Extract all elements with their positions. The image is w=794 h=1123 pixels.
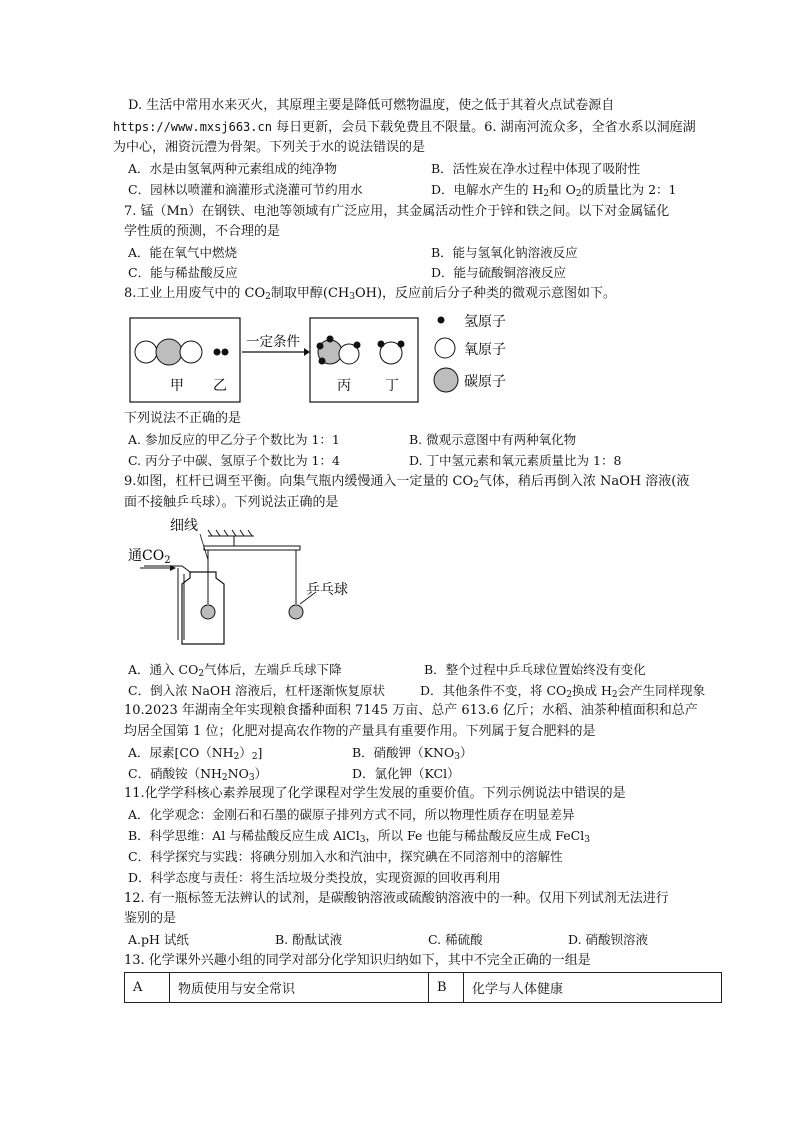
q7-option-b[interactable]: B．能与氢氧化钠溶液反应 [431, 245, 578, 260]
q9-stem-1 [124, 472, 689, 492]
q10-b-post: ） [459, 745, 473, 760]
q7-option-a[interactable]: A．能在氧气中燃烧 [128, 245, 238, 260]
q7-option-d[interactable]: D．能与硫酸铜溶液反应 [431, 265, 567, 280]
q6-stem-start: 每日更新，会员下载免费且不限量。6. 湖南河流众多，全省水系以洞庭湖 [271, 120, 696, 135]
sub: 2 [233, 752, 240, 762]
cell-a-label: A [125, 973, 170, 1003]
q7-stem-2: 学性质的预测，不合理的是 [124, 224, 281, 239]
q8-stem [124, 284, 616, 304]
sub: 2 [198, 669, 205, 679]
q6-option-d[interactable] [431, 180, 677, 200]
legend-hydrogen-label: 氢原子 [464, 314, 506, 330]
legend-hydrogen-icon [438, 317, 445, 324]
q13-table [124, 972, 722, 1003]
q9-option-d[interactable] [420, 681, 705, 701]
q9-stem-pre: 9.如图，杠杆已调至平衡。向集气瓶内缓慢通入一定量的 CO [124, 474, 474, 489]
label-yi: 乙 [213, 378, 227, 394]
q13-stem: 13. 化学课外兴趣小组的同学对部分化学知识归纳如下，其中不完全正确的一组是 [124, 953, 591, 968]
right-ping-pong-ball [289, 605, 303, 619]
hydrogen-atom [398, 341, 405, 348]
q11-b-pre: B．科学思维：Al 与稀盐酸反应生成 AlCl [128, 828, 360, 843]
source-url-link[interactable]: https://www.mxsj663.cn [113, 120, 272, 134]
oxygen-atom [135, 341, 157, 363]
tube-outer [144, 566, 190, 572]
label-thread: 细线 [170, 518, 198, 534]
label-jia: 甲 [170, 378, 184, 394]
sub: 2 [566, 690, 573, 700]
q6-d-pre: D．电解水产生的 H [431, 182, 544, 197]
q10-option-c[interactable] [128, 764, 267, 784]
q9-option-c[interactable]: C．倒入浓 NaOH 溶液后，杠杆逐渐恢复原状 [128, 683, 386, 698]
hatch [208, 530, 212, 536]
legend-carbon-icon [434, 368, 458, 392]
q8-option-a[interactable]: A. 参加反应的甲乙分子个数比为 1：1 [128, 432, 340, 447]
q10-c-mid: NO [227, 766, 249, 781]
sub: 3 [454, 752, 460, 762]
legend-oxygen-icon [435, 338, 455, 358]
hatch [248, 530, 252, 536]
cell-a-title: 物质使用与安全常识 [170, 973, 429, 1003]
q10-c-post: ） [254, 766, 268, 781]
carbon-atom [156, 339, 182, 365]
cell-b-title: 化学与人体健康 [464, 973, 722, 1003]
q8-stem-pre: 8.工业上用废气中的 CO [124, 286, 266, 301]
q5-d-text: D. 生活中常用水来灭火，其原理主要是降低可燃物温度，使之低于其着火点 [128, 98, 563, 113]
q8-stem-mid: 制取甲醇(CH [270, 286, 350, 301]
q9-d-post: 会产生同样现象 [617, 683, 706, 698]
q9-stem-2: 面不接触乒乓球）。下列说法正确的是 [124, 495, 339, 510]
arrow-head-icon [304, 348, 310, 356]
hydrogen-atom [378, 341, 385, 348]
q12-option-b[interactable]: B. 酚酞试液 [275, 932, 343, 947]
co2-text: 通CO [128, 548, 165, 564]
q12-option-c[interactable]: C. 稀硫酸 [428, 932, 483, 947]
q10-stem-2: 均居全国第 1 位；化肥对提高农作物的产量具有重要作用。下列属于复合肥料的是 [124, 724, 596, 739]
sub: 3 [584, 835, 590, 845]
arrow-condition: 一定条件 [246, 334, 300, 350]
q11-option-d[interactable]: D．科学态度与责任：将生活垃圾分类投放，实现资源的回收再利用 [128, 870, 501, 885]
watermark-tail: 试卷源自 [562, 98, 615, 113]
legend-carbon-label: 碳原子 [464, 374, 506, 390]
q6-d-mid: 和 O [549, 182, 576, 197]
q10-c-pre: C．硝酸铵（NH [128, 766, 222, 781]
q8-option-d[interactable]: D. 丁中氢元素和氧元素质量比为 1：8 [409, 453, 622, 468]
hatch [240, 530, 244, 536]
hatch [224, 530, 228, 536]
hydrogen-atom [354, 342, 361, 349]
q10-option-b[interactable] [352, 743, 472, 763]
q9-a-pre: A．通入 CO [128, 662, 199, 677]
q6-option-b[interactable]: B．活性炭在净水过程中体现了吸附性 [431, 161, 641, 176]
sub: 2 [251, 752, 258, 762]
label-bing: 丙 [337, 378, 351, 394]
sub: 2 [265, 292, 271, 302]
table-row [125, 973, 722, 1003]
q11-option-a[interactable]: A．化学观念：金刚石和石墨的碳原子排列方式不同，所以物理性质存在明显差异 [128, 807, 575, 822]
q10-option-d[interactable]: D．氯化钾（KCl） [352, 766, 460, 781]
q8-option-c[interactable]: C. 丙分子中碳、氢原子个数比为 1：4 [128, 453, 340, 468]
q12-option-a[interactable]: A.pH 试纸 [128, 932, 189, 947]
q5-line2 [113, 117, 696, 138]
q10-b-pre: B．硝酸钾（KNO [352, 745, 455, 760]
q6-stem: 为中心，湘资沅澧为骨架。下列关于水的说法错误的是 [113, 140, 426, 155]
q11-b-post: ，所以 Fe 也能与稀盐酸反应生成 FeCl [365, 828, 585, 843]
q9-stem-post: 气体，稍后再倒入浓 NaOH 溶液(液 [478, 474, 690, 489]
sub: 3 [359, 835, 366, 845]
legend-oxygen-label: 氧原子 [464, 342, 506, 358]
oxygen-atom [180, 341, 202, 363]
hydrogen-atom [222, 349, 229, 356]
q8-stem-post: OH)，反应前后分子种类的微观示意图如下。 [354, 286, 617, 301]
q9-option-b[interactable]: B．整个过程中乒乓球位置始终没有变化 [424, 662, 646, 677]
q10-option-a[interactable] [128, 743, 262, 763]
q6-option-c[interactable]: C．园林以喷灌和滴灌形式浇灌可节约用水 [128, 182, 363, 197]
q8-option-b[interactable]: B. 微观示意图中有两种氧化物 [409, 432, 577, 447]
hydrogen-atom [319, 358, 326, 365]
q12-stem-1: 12. 有一瓶标签无法辨认的试剂，是碳酸钠溶液或硫酸钠溶液中的一种。仅用下列试剂无法进行 [124, 891, 669, 906]
q9-d-pre: D．其他条件不变，将 CO [420, 683, 567, 698]
q8-question: 下列说法不正确的是 [124, 411, 242, 426]
q9-apparatus-diagram [124, 516, 384, 656]
q11-option-b[interactable] [128, 826, 590, 846]
q11-option-c[interactable]: C．科学探究与实践：将碘分别加入水和汽油中，探究碘在不同溶剂中的溶解性 [128, 849, 563, 864]
q6-option-a[interactable]: A．水是由氢氧两种元素组成的纯净物 [128, 161, 338, 176]
sub: 2 [164, 555, 171, 566]
q12-option-d[interactable]: D. 硝酸钡溶液 [568, 932, 649, 947]
sub: 2 [575, 189, 582, 199]
q10-a-pre: A．尿素[CO（NH [128, 745, 234, 760]
q6-d-post: 的质量比为 2：1 [581, 182, 677, 197]
sub: 2 [221, 773, 228, 783]
q10-a-end: ] [257, 745, 263, 760]
sub: 2 [473, 480, 479, 490]
lever-beam [204, 546, 300, 550]
q9-d-mid: 换成 H [572, 683, 612, 698]
q9-option-a[interactable] [128, 660, 342, 680]
sub: 2 [543, 189, 550, 199]
hydrogen-atom [214, 349, 221, 356]
q12-stem-2: 鉴别的是 [124, 911, 177, 926]
q7-option-c[interactable]: C．能与稀盐酸反应 [128, 265, 238, 280]
q7-stem-1: 7. 锰（Mn）在钢铁、电池等领域有广泛应用，其金属活动性介于锌和铁之间。以下对金属锰化 [124, 204, 670, 219]
hydrogen-atom [317, 343, 324, 350]
cell-b-label: B [429, 973, 464, 1003]
q10-a-post: ） [239, 745, 252, 760]
sub: 3 [248, 773, 255, 783]
q5-option-d [128, 96, 614, 116]
q10-stem-1: 10.2023 年湖南全年实现粮食播种面积 7145 万亩、总产 613.6 亿斤；水稻、油茶种植面积和总产 [124, 703, 698, 718]
hatch [216, 530, 220, 536]
label-co2 [128, 548, 171, 566]
hydrogen-atom [327, 336, 334, 343]
hatch [232, 530, 236, 536]
q8-micro-diagram [124, 306, 524, 406]
sub: 3 [349, 292, 355, 302]
label-ding: 丁 [385, 378, 399, 394]
q9-a-post: 气体后，左端乒乓球下降 [204, 662, 342, 677]
q11-stem: 11.化学学科核心素养展现了化学课程对学生发展的重要价值。下列示例说法中错误的是 [124, 786, 626, 801]
left-ping-pong-ball [201, 605, 215, 619]
sub: 2 [611, 690, 618, 700]
label-ball: 乒乓球 [306, 582, 348, 598]
